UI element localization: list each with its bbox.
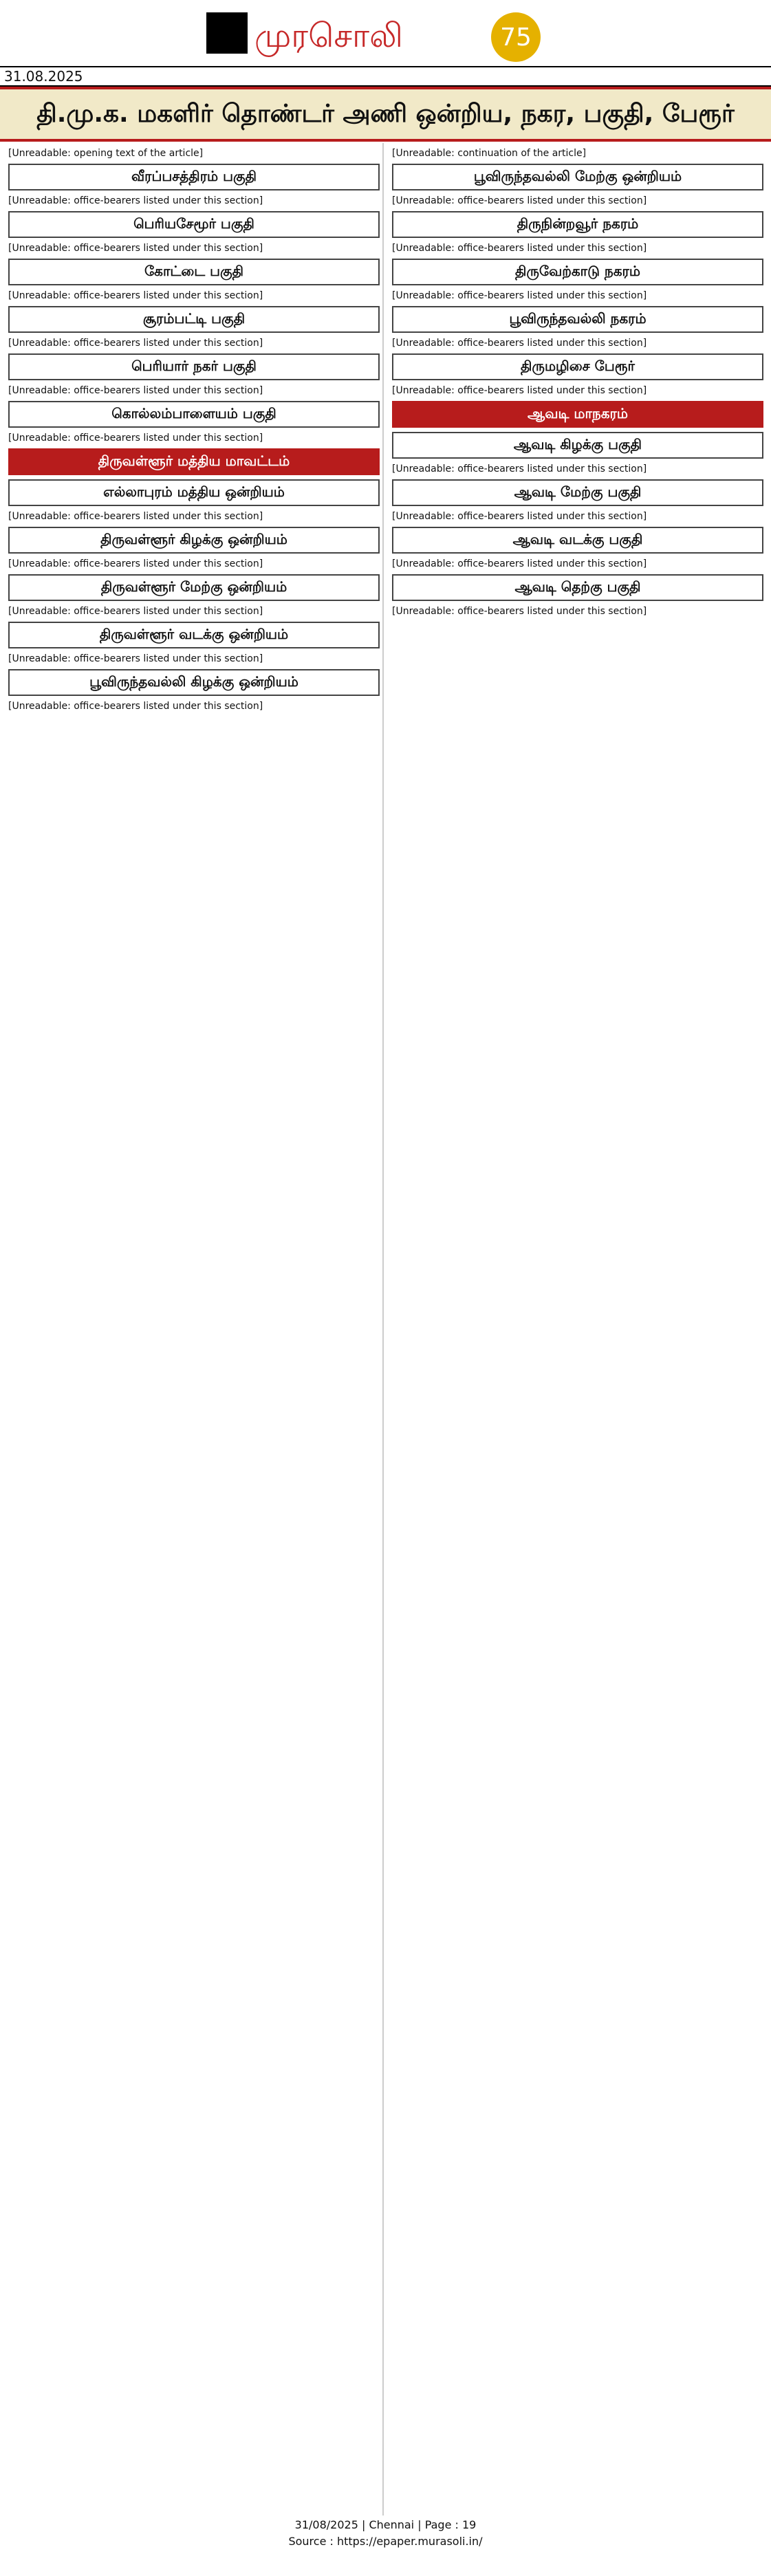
section-title: பூவிருந்தவல்லி கிழக்கு ஒன்றியம் — [8, 669, 380, 696]
section-title: வீரப்பசத்திரம் பகுதி — [8, 164, 380, 190]
article-paragraph: [Unreadable: office-bearers listed under this section] — [392, 558, 647, 569]
masthead — [0, 0, 771, 83]
section-title: பெரியார் நகர் பகுதி — [8, 353, 380, 380]
left-column — [8, 143, 380, 2515]
right-column — [392, 143, 763, 2515]
section-title: ஆவடி கிழக்கு பகுதி — [392, 432, 763, 459]
section-title: திருமழிசை பேரூர் — [392, 353, 763, 380]
section-title: திருவள்ளூர் மத்திய மாவட்டம் — [8, 448, 380, 475]
article-paragraph: [Unreadable: office-bearers listed under this section] — [8, 511, 263, 522]
article-paragraph: [Unreadable: office-bearers listed under this section] — [8, 385, 263, 396]
anniversary-number: 75 — [500, 23, 532, 52]
article-paragraph: [Unreadable: office-bearers listed under this section] — [8, 558, 263, 569]
section-title: ஆவடி மாநகரம் — [392, 401, 763, 428]
page-headline: தி.மு.க. மகளிர் தொண்டர் அணி ஒன்றிய, நகர, பகுதி, பேரூர் — [0, 87, 771, 142]
article-paragraph: [Unreadable: opening text of the article] — [8, 148, 204, 159]
article-paragraph: [Unreadable: office-bearers listed under this section] — [392, 511, 647, 522]
dateline — [0, 66, 771, 87]
article-paragraph: [Unreadable: office-bearers listed under this section] — [8, 653, 263, 664]
section-title: கொல்லம்பாளையம் பகுதி — [8, 401, 380, 428]
section-title: சூரம்பட்டி பகுதி — [8, 306, 380, 333]
article-paragraph: [Unreadable: office-bearers listed under this section] — [8, 290, 263, 301]
section-title: ஆவடி வடக்கு பகுதி — [392, 527, 763, 554]
article-paragraph: [Unreadable: office-bearers listed under this section] — [392, 606, 647, 617]
section-title: திருவள்ளூர் கிழக்கு ஒன்றியம் — [8, 527, 380, 554]
article-paragraph: [Unreadable: continuation of the article] — [392, 148, 587, 159]
article-paragraph: [Unreadable: office-bearers listed under this section] — [8, 338, 263, 349]
article-paragraph: [Unreadable: office-bearers listed under this section] — [8, 195, 263, 206]
article-paragraph: [Unreadable: office-bearers listed under this section] — [8, 433, 263, 444]
column-divider — [382, 143, 384, 2515]
footer-line-1: 31/08/2025 | Chennai | Page : 19 — [294, 2518, 477, 2531]
content-area — [0, 143, 771, 2515]
section-title: திருநின்றவூர் நகரம் — [392, 211, 763, 238]
newspaper-logo — [206, 6, 564, 69]
article-paragraph: [Unreadable: office-bearers listed under this section] — [8, 701, 263, 712]
article-paragraph: [Unreadable: office-bearers listed under this section] — [8, 606, 263, 617]
section-title: திருவள்ளூர் வடக்கு ஒன்றியம் — [8, 622, 380, 648]
section-title: ஆவடி மேற்கு பகுதி — [392, 479, 763, 506]
article-paragraph: [Unreadable: office-bearers listed under this section] — [392, 243, 647, 254]
section-title: ஆவடி தெற்கு பகுதி — [392, 574, 763, 601]
section-title: எல்லாபுரம் மத்திய ஒன்றியம் — [8, 479, 380, 506]
article-paragraph: [Unreadable: office-bearers listed under this section] — [392, 385, 647, 396]
article-paragraph: [Unreadable: office-bearers listed under this section] — [8, 243, 263, 254]
date-text: 31.08.2025 — [4, 68, 83, 85]
section-title: திருவேற்காடு நகரம் — [392, 259, 763, 285]
footer-line-2: Source : https://epaper.murasoli.in/ — [288, 2535, 483, 2548]
article-paragraph: [Unreadable: office-bearers listed under this section] — [392, 195, 647, 206]
logo-text: முரசொலி — [254, 17, 403, 55]
section-title: கோட்டை பகுதி — [8, 259, 380, 285]
section-title: பெரியசேமூர் பகுதி — [8, 211, 380, 238]
section-title: பூவிருந்தவல்லி நகரம் — [392, 306, 763, 333]
page-footer — [0, 2517, 771, 2576]
section-title: திருவள்ளூர் மேற்கு ஒன்றியம் — [8, 574, 380, 601]
article-paragraph: [Unreadable: office-bearers listed under this section] — [392, 463, 647, 474]
section-title: பூவிருந்தவல்லி மேற்கு ஒன்றியம் — [392, 164, 763, 190]
article-paragraph: [Unreadable: office-bearers listed under this section] — [392, 338, 647, 349]
article-paragraph: [Unreadable: office-bearers listed under this section] — [392, 290, 647, 301]
